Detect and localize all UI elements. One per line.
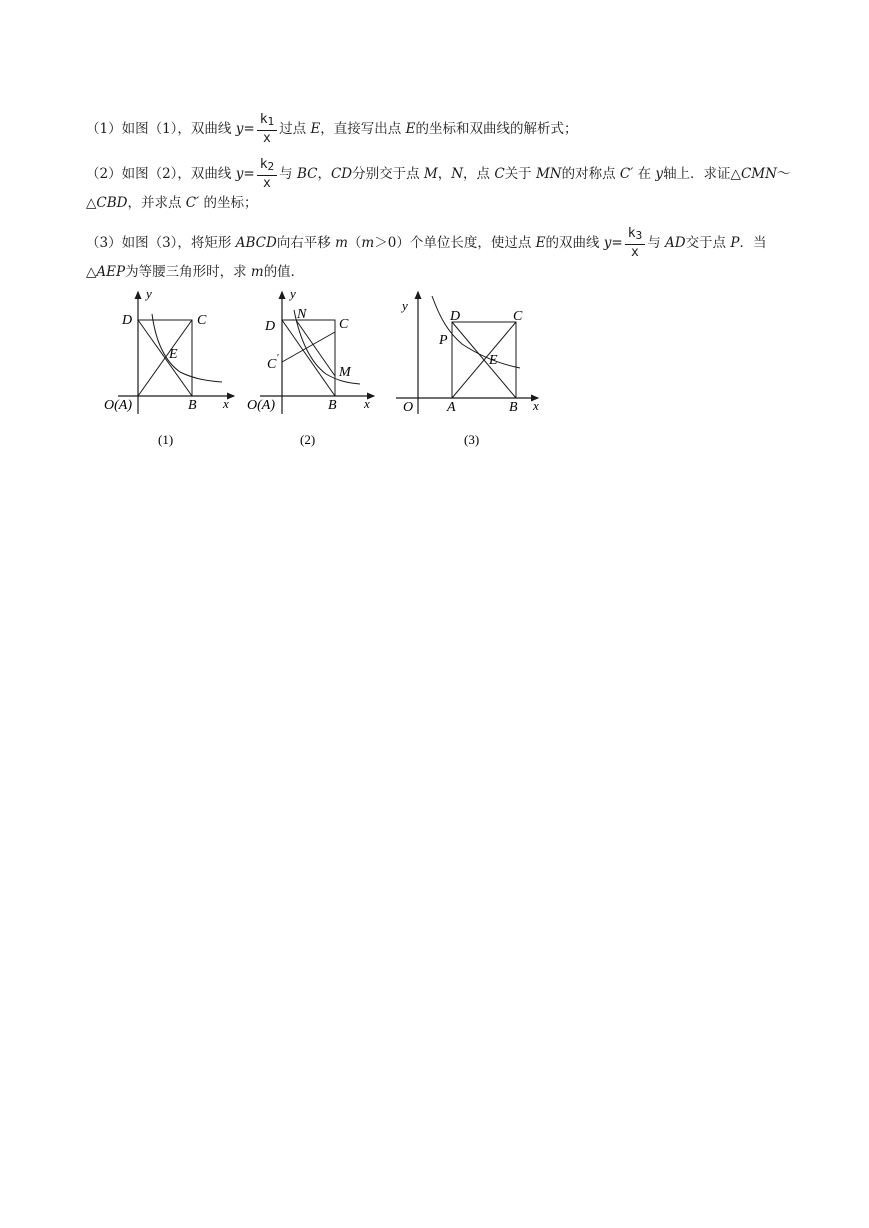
q2-text-c: ， (317, 166, 331, 182)
q3-text-g: 交于点 (685, 235, 731, 251)
label-d: D (450, 309, 461, 324)
q2-var-y2: y (655, 166, 664, 182)
label-p: P (439, 333, 448, 348)
label-x: x (533, 398, 539, 413)
label-y: y (146, 286, 152, 301)
label-d: D (265, 319, 276, 334)
label-e: E (489, 353, 498, 368)
q3-line2-b: 为等腰三角形时，求 (125, 264, 251, 280)
q1-var-e2: E (405, 121, 416, 137)
q2-var-y: y (235, 166, 244, 182)
label-c-prime-letter: C (267, 357, 277, 372)
q3-text-b: 向右平移 (276, 235, 336, 251)
q3-line2-c: 的值． (263, 264, 305, 280)
label-x: x (223, 396, 229, 411)
question-2-line-1 (86, 157, 790, 192)
q2-var-bc: BC (296, 166, 318, 182)
q3-text-a: （3）如图（3），将矩形 (86, 235, 236, 251)
q3-var-e: E (535, 235, 546, 251)
label-o: O(A) (104, 398, 132, 413)
q2-var-cmn: CMN (740, 166, 777, 182)
q3-text-e: 的双曲线 (545, 235, 604, 251)
q2-text-j: 轴上．求证△ (663, 166, 741, 182)
label-m: M (339, 365, 351, 380)
label-c: C (513, 309, 523, 324)
q2-text-g: 关于 (504, 166, 536, 182)
q2-text-f: ，点 (463, 166, 495, 182)
label-y: y (290, 286, 296, 301)
q2-text-h: 的对称点 (561, 166, 620, 182)
label-e: E (169, 347, 178, 362)
q2-line2-c: 的坐标； (199, 195, 258, 211)
label-c-prime (267, 353, 279, 372)
label-c: C (197, 313, 207, 328)
q2-var-m: M (423, 166, 438, 182)
q2-text-e: ， (437, 166, 452, 182)
q2-line2-b: ，并求点 (127, 195, 186, 211)
q1-fraction (257, 112, 277, 147)
q2-text-i: 在 (633, 166, 656, 182)
q3-equals: = (611, 235, 623, 251)
label-b: B (328, 398, 337, 413)
q3-text-c: （ (347, 235, 362, 251)
q3-var-m: m (335, 235, 348, 251)
label-c: C (339, 317, 349, 332)
q1-text-b: 过点 (279, 121, 311, 137)
q3-var-ad: AD (664, 235, 686, 251)
label-a: A (447, 400, 456, 415)
q3-var-m2: m (361, 235, 375, 251)
q3-var-aep: AEP (96, 264, 126, 280)
question-3-line-1 (86, 226, 766, 261)
q3-text-d: ＞0）个单位长度，使过点 (374, 235, 536, 251)
q3-var-abcd: ABCD (235, 235, 277, 251)
q1-text-a: （1）如图（1），双曲线 (86, 121, 236, 137)
caption-3: (3) (464, 432, 480, 447)
label-n: N (297, 307, 307, 322)
label-y: y (402, 298, 408, 313)
caption-1: (1) (158, 432, 174, 447)
label-o: O (403, 400, 414, 415)
q2-text-k: ～ (776, 166, 791, 182)
q2-denominator: x (263, 176, 271, 191)
q2-var-cprime2: C′ (185, 195, 200, 211)
q1-text-c: ，直接写出点 (320, 121, 406, 137)
q2-fraction (257, 157, 277, 192)
q3-fraction (625, 226, 645, 261)
q2-var-cd: CD (330, 166, 353, 182)
q1-subscript: 1 (267, 115, 275, 128)
figure-2 (244, 284, 394, 454)
caption-2: (2) (300, 432, 316, 447)
figure-1 (100, 284, 250, 454)
question-3-line-2 (86, 262, 304, 282)
label-o: O(A) (247, 398, 275, 413)
figure-3 (388, 284, 558, 454)
label-b: B (509, 400, 518, 415)
q2-subscript: 2 (267, 160, 275, 173)
q2-text-d: 分别交于点 (352, 166, 424, 182)
label-c-prime-mark: ′ (276, 353, 279, 364)
q3-var-y: y (603, 235, 612, 251)
q3-text-h: ．当 (739, 235, 767, 251)
q2-numerator: k (259, 157, 268, 172)
label-d: D (122, 313, 133, 328)
q1-var-e: E (310, 121, 321, 137)
q1-text-d: 的坐标和双曲线的解析式； (415, 121, 578, 137)
q2-text-b: 与 (279, 166, 297, 182)
question-2-line-2 (86, 193, 257, 213)
q3-var-p: P (730, 235, 740, 251)
q1-var-y: y (235, 121, 244, 137)
q2-line2-a: △ (86, 195, 97, 211)
q1-numerator: k (259, 112, 268, 127)
q3-line2-a: △ (86, 264, 97, 280)
label-x: x (364, 396, 370, 411)
q3-var-m3: m (250, 264, 264, 280)
label-b: B (188, 398, 197, 413)
hyperbola-curve (432, 296, 520, 368)
q2-var-n: N (451, 166, 464, 182)
q2-equals: = (243, 166, 255, 182)
question-1 (86, 112, 577, 147)
q2-var-mn: MN (535, 166, 562, 182)
q1-equals: = (243, 121, 255, 137)
q3-subscript: 3 (635, 229, 643, 242)
q3-text-f: 与 (647, 235, 665, 251)
q3-numerator: k (627, 226, 636, 241)
q2-var-cprime: C′ (619, 166, 634, 182)
q1-denominator: x (263, 131, 271, 146)
q3-denominator: x (631, 245, 639, 260)
q2-var-cbd: CBD (96, 195, 128, 211)
q2-text-a: （2）如图（2），双曲线 (86, 166, 236, 182)
q2-var-c: C (494, 166, 505, 182)
hyperbola-curve (152, 314, 222, 382)
